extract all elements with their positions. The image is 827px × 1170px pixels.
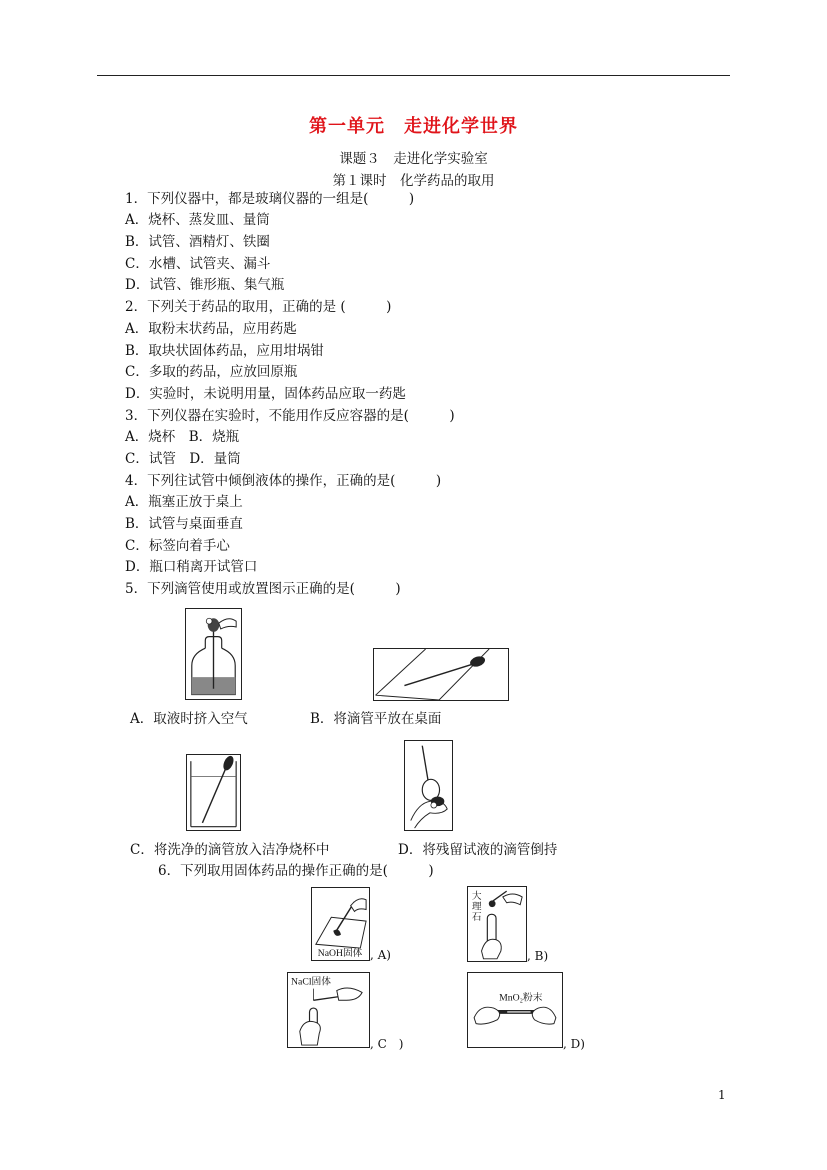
page-number: 1 (718, 1088, 726, 1102)
q6-figure-a (311, 887, 370, 961)
q6-tag-c: , C ) (370, 1037, 404, 1051)
q5-stem: 5．下列滴管使用或放置图示正确的是( ) (125, 581, 401, 597)
q5-figure-a (185, 608, 242, 700)
lesson-title: 课题３ 走进化学实验室 (339, 151, 488, 167)
q3-options-ab: A．烧杯 B．烧瓶 (125, 429, 240, 445)
q1-option-a: A．烧杯、蒸发皿、量筒 (125, 212, 270, 228)
q3-stem: 3．下列仪器在实验时，不能用作反应容器的是( ) (125, 408, 455, 424)
q5-figure-c (186, 754, 241, 831)
q5-caption-d: D．将残留试液的滴管倒持 (398, 842, 558, 858)
q4-option-a: A．瓶塞正放于桌上 (125, 494, 243, 510)
q6-figure-d-label: MnO₂粉末 (499, 992, 543, 1004)
dropper-upside-down-illustration (405, 741, 452, 830)
q6-figure-d (467, 972, 563, 1048)
q1-option-b: B．试管、酒精灯、铁圈 (125, 234, 270, 250)
q4-option-b: B．试管与桌面垂直 (125, 516, 243, 532)
nacl-into-test-tube-illustration (288, 973, 369, 1047)
q5-caption-c: C．将洗净的滴管放入洁净烧杯中 (130, 842, 330, 858)
q2-option-b: B．取块状固体药品，应用坩埚钳 (125, 343, 324, 359)
q2-stem: 2．下列关于药品的取用，正确的是 ( ) (125, 299, 392, 315)
naoh-on-paper-illustration (312, 888, 369, 960)
q6-figure-b-label-3: 石 (471, 912, 482, 924)
q6-stem: 6．下列取用固体药品的操作正确的是( ) (158, 863, 434, 879)
header-rule (97, 75, 730, 76)
q6-tag-a: , A) (370, 948, 391, 962)
q6-tag-d: , D) (563, 1037, 585, 1051)
dropper-on-table-illustration (374, 649, 508, 700)
q4-option-c: C．标签向着手心 (125, 538, 230, 554)
q6-figure-c (287, 972, 370, 1048)
q1-stem: 1．下列仪器中，都是玻璃仪器的一组是( ) (125, 191, 415, 207)
q3-options-cd: C．试管 D．量筒 (125, 451, 241, 467)
q1-option-d: D．试管、锥形瓶、集气瓶 (125, 277, 285, 293)
q6-figure-b-label-2: 理 (471, 901, 482, 913)
q4-stem: 4．下列往试管中倾倒液体的操作，正确的是( ) (125, 473, 442, 489)
q6-tag-b: , B) (527, 949, 549, 963)
q4-option-d: D．瓶口稍离开试管口 (125, 559, 258, 575)
q2-option-a: A．取粉末状药品，应用药匙 (125, 321, 297, 337)
dropper-in-beaker-illustration (187, 755, 240, 830)
q6-figure-b (467, 886, 527, 962)
marble-into-test-tube-illustration (468, 887, 526, 961)
q6-figure-c-label: NaCl固体 (291, 976, 331, 988)
q6-figure-a-label: NaOH固体 (317, 947, 363, 959)
q5-figure-b (373, 648, 509, 701)
q5-caption-a: A．取液时挤入空气 (130, 711, 248, 727)
q2-option-c: C．多取的药品，应放回原瓶 (125, 364, 298, 380)
dropper-in-bottle-illustration (186, 609, 241, 699)
q6-figure-b-label-1: 大 (471, 890, 482, 902)
mno2-powder-into-test-tube-illustration (468, 973, 562, 1047)
period-title: 第１课时 化学药品的取用 (332, 173, 495, 189)
q5-caption-b: B．将滴管平放在桌面 (310, 711, 442, 727)
q1-option-c: C．水槽、试管夹、漏斗 (125, 256, 271, 272)
unit-title: 第一单元 走进化学世界 (309, 116, 518, 137)
q2-option-d: D．实验时，未说明用量，固体药品应取一药匙 (125, 386, 406, 402)
q5-figure-d (404, 740, 453, 831)
